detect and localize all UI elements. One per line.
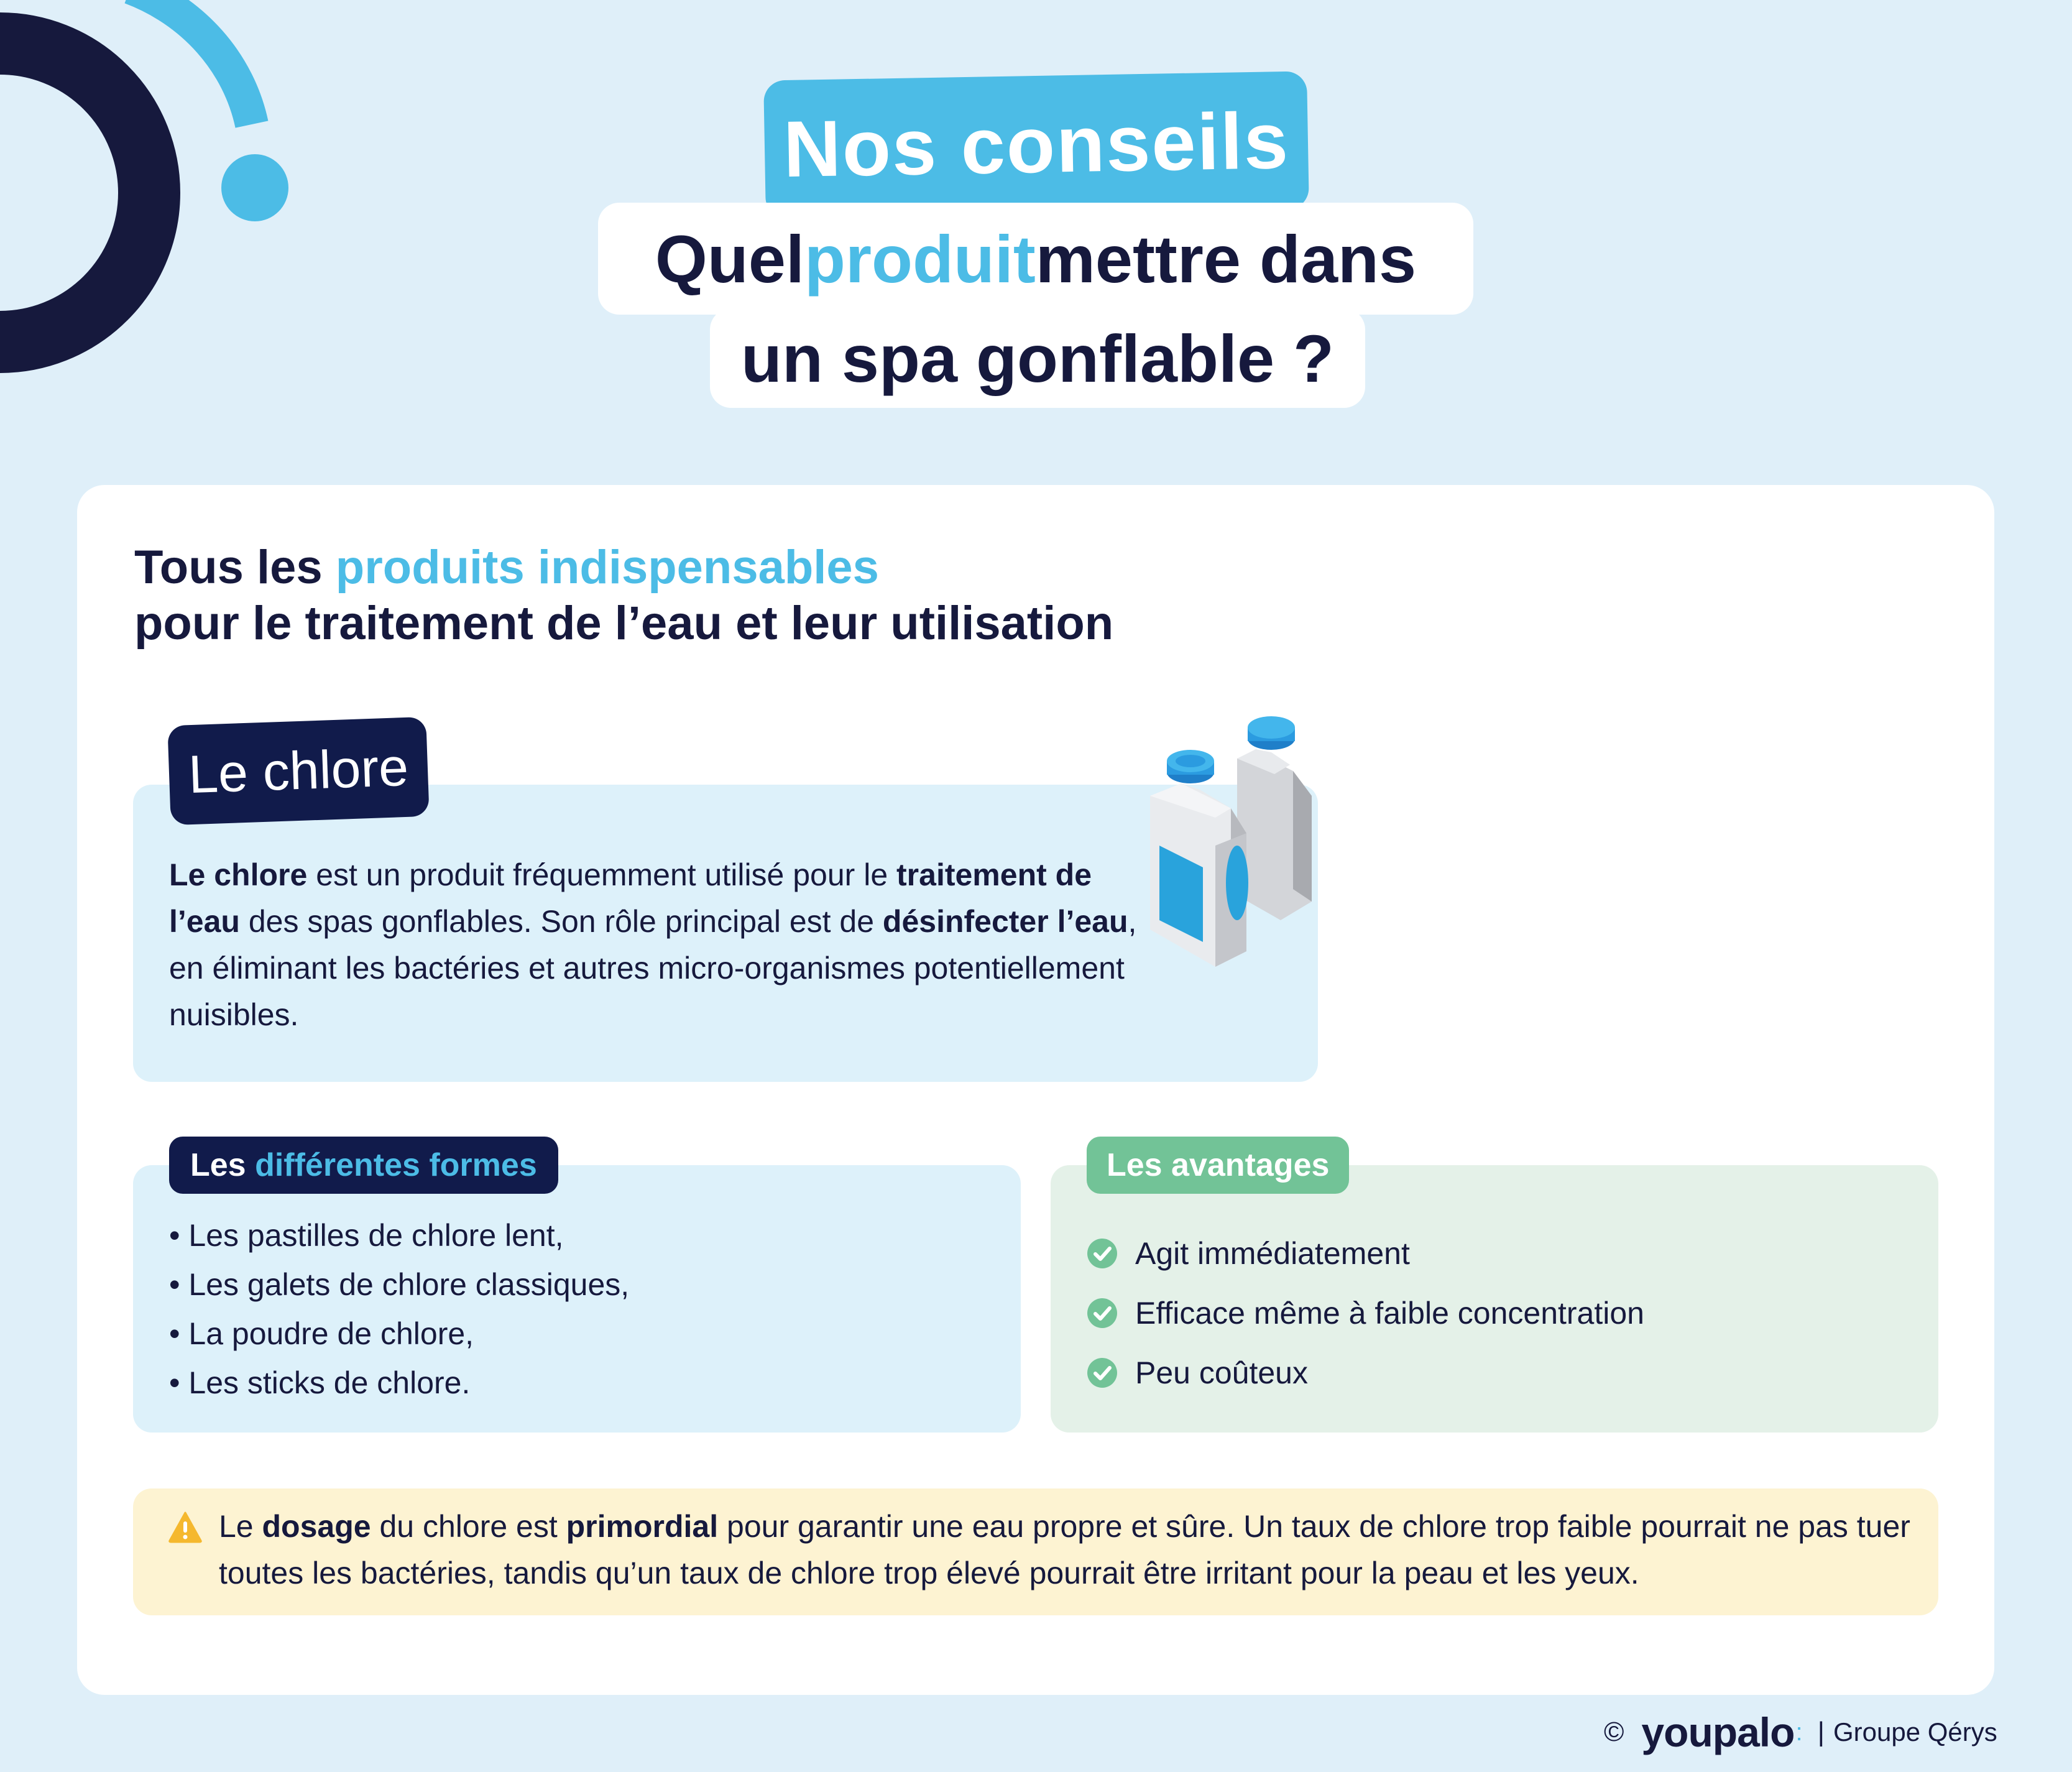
title-highlight: produit — [804, 221, 1036, 297]
list-item: • Les sticks de chlore. — [169, 1365, 471, 1400]
check-circle-icon — [1087, 1298, 1118, 1329]
chlorine-bottles-icon — [1138, 703, 1386, 1013]
tips-tag — [763, 71, 1309, 218]
forms-list — [169, 1211, 629, 1408]
footer-separator: | — [1817, 1717, 1825, 1747]
check-circle-icon — [1087, 1357, 1118, 1388]
footer — [1604, 1707, 1997, 1757]
page-title-line-2: un spa gonflable ? — [710, 308, 1365, 408]
list-item: Agit immédiatement — [1087, 1224, 1644, 1283]
section-heading: Tous les produits indispensables pour le traitement de l’eau et leur utilisation — [134, 541, 1114, 650]
list-item: • La poudre de chlore, — [169, 1316, 474, 1351]
list-item: • Les pastilles de chlore lent, — [169, 1218, 564, 1253]
list-item: Peu coûteux — [1087, 1343, 1644, 1403]
brand-dot-icon: : — [1795, 1718, 1803, 1746]
group-name: Groupe Qérys — [1833, 1717, 1997, 1747]
chlore-description: Le chlore est un produit fréquemment utilisé pour le traitement de l’eau des spas gonflables. Son rôle principal est de désinfecter l’eau, en éliminant les bactéries et autres micro-organismes potentiellement nuisibles. — [169, 857, 1137, 1032]
warning-text: Le dosage du chlore est primordial pour garantir une eau propre et sûre. Un taux de chlore trop faible pourrait ne pas tuer toutes les bactéries, tandis qu’un taux de chlore trop élevé pourrait être irritant pour la peau et les yeux. — [219, 1509, 1910, 1590]
section-heading-highlight: produits indispensables — [335, 541, 879, 594]
forms-tag: Les différentes formes — [169, 1137, 558, 1194]
list-item: • Les galets de chlore classiques, — [169, 1267, 630, 1302]
check-circle-icon — [1087, 1238, 1118, 1269]
page-title-line-1: Quel produit mettre dans — [598, 203, 1473, 315]
brand-logo: youpalo — [1641, 1709, 1795, 1755]
advantages-list — [1087, 1224, 1644, 1403]
chlore-tag: Le chlore — [167, 717, 429, 825]
list-item: Efficace même à faible concentration — [1087, 1283, 1644, 1343]
decorative-logo-icon — [0, 0, 323, 373]
tips-tag-label: Nos conseils — [783, 96, 1290, 194]
warning-icon — [168, 1511, 203, 1543]
copyright-symbol: © — [1604, 1717, 1624, 1747]
advantages-tag: Les avantages — [1087, 1137, 1349, 1194]
